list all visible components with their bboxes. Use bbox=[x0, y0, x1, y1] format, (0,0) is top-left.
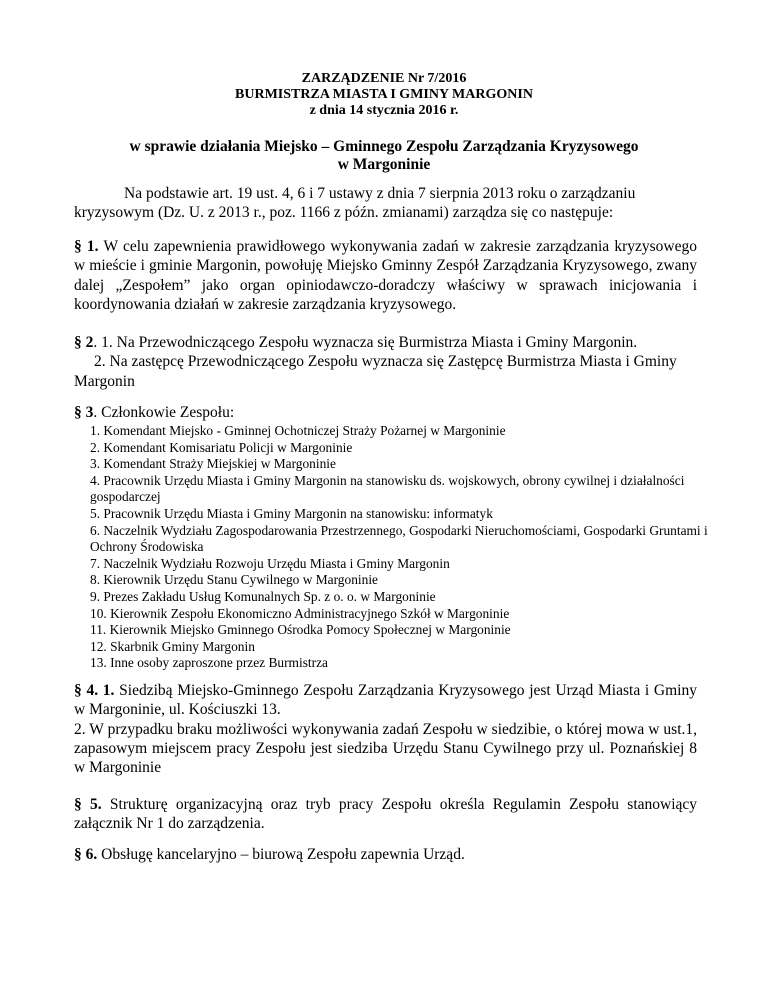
section-5-mark: § 5. bbox=[74, 796, 102, 813]
section-3-title: . Członkowie Zespołu: bbox=[93, 404, 235, 421]
section-4-point-1: Siedzibą Miejsko-Gminnego Zespołu Zarządzania Kryzysowego jest Urząd Miasta i Gminy w Margoninie, ul. Kościuszki 13. bbox=[74, 682, 697, 719]
section-1-mark: § 1. bbox=[74, 238, 99, 255]
title-line-2: BURMISTRZA MIASTA I GMINY MARGONIN bbox=[235, 87, 533, 102]
list-item: 5. Pracownik Urzędu Miasta i Gminy Margonin na stanowisku: informatyk bbox=[90, 505, 493, 521]
list-item: 7. Naczelnik Wydziału Rozwoju Urzędu Miasta i Gminy Margonin bbox=[90, 555, 450, 571]
list-item: 9. Prezes Zakładu Usług Komunalnych Sp. z o. o. w Margoninie bbox=[90, 588, 436, 604]
list-item: 1. Komendant Miejsko - Gminnej Ochotniczej Straży Pożarnej w Margoninie bbox=[90, 423, 506, 438]
section-1-text: W celu zapewnienia prawidłowego wykonywania zadań w zakresie zarządzania kryzysowego w mieście i gminie Margonin, powołuję Miejsko Gminny Zespół Zarządzania Kryzysowego, zwany dalej „Zespołem” jako organ opiniodawczo-doradczy właściwy w sprawach inicjowania i koordynowania działań w zakresie zarządzania kryzysowego. bbox=[74, 238, 697, 313]
list-item: 13. Inne osoby zaproszone przez Burmistrza bbox=[90, 655, 328, 671]
preamble bbox=[74, 184, 697, 223]
section-3-mark: § 3 bbox=[74, 404, 94, 421]
section-1 bbox=[74, 237, 697, 314]
section-2-point-2: 2. Na zastępcę Przewodniczącego Zespołu wyznacza się Zastępcę Burmistrza Miasta i Gminy Margonin bbox=[74, 353, 677, 390]
section-6 bbox=[74, 845, 697, 864]
subject-line-1: w sprawie działania Miejsko – Gminnego Zespołu Zarządzania Kryzysowego bbox=[129, 138, 639, 155]
preamble-line-2: kryzysowym (Dz. U. z 2013 r., poz. 1166 z późn. zmianami) zarządza się co następuje: bbox=[74, 204, 614, 222]
preamble-line-1: Na podstawie art. 19 ust. 4, 6 i 7 ustawy z dnia 7 sierpnia 2013 roku o zarządzaniu bbox=[124, 185, 636, 202]
section-6-text: Obsługę kancelaryjno – biurową Zespołu zapewnia Urząd. bbox=[101, 846, 465, 863]
section-2-mark: § 2 bbox=[74, 334, 94, 351]
section-2 bbox=[74, 333, 697, 391]
list-item: 11. Kierownik Miejsko Gminnego Ośrodka Pomocy Społecznej w Margoninie bbox=[90, 622, 511, 638]
members-list bbox=[90, 423, 710, 672]
section-5-text: Strukturę organizacyjną oraz tryb pracy Zespołu określa Regulamin Zespołu stanowiący załącznik Nr 1 do zarządzenia. bbox=[74, 796, 698, 833]
section-4-point-2: 2. W przypadku braku możliwości wykonywania zadań Zespołu w siedzibie, o której mowa w ust.1, zapasowym miejscem pracy Zespołu jest siedziba Urzędu Stanu Cywilnego przy ul. Poznańskiej 8 w Margoninie bbox=[74, 720, 697, 777]
list-item: 10. Kierownik Zespołu Ekonomiczno Administracyjnego Szkół w Margoninie bbox=[90, 605, 510, 621]
list-item: 6. Naczelnik Wydziału Zagospodarowania Przestrzennego, Gospodarki Nieruchomościami, Gospodarki Gruntami i Ochrony Środowiska bbox=[90, 522, 708, 555]
section-4-mark: § 4. 1. bbox=[74, 682, 115, 699]
title-line-3: z dnia 14 stycznia 2016 r. bbox=[309, 103, 459, 118]
list-item: 4. Pracownik Urzędu Miasta i Gminy Margonin na stanowisku ds. wojskowych, obrony cywilnej i działalności gospodarczej bbox=[90, 472, 685, 505]
list-item: 8. Kierownik Urzędu Stanu Cywilnego w Margoninie bbox=[90, 572, 378, 588]
section-3-heading bbox=[74, 403, 697, 422]
list-item: 2. Komendant Komisariatu Policji w Margoninie bbox=[90, 439, 353, 455]
list-item: 12. Skarbnik Gminy Margonin bbox=[90, 638, 255, 654]
section-2-point-1: . 1. Na Przewodniczącego Zespołu wyznacza się Burmistrza Miasta i Gminy Margonin. bbox=[93, 334, 638, 351]
section-5 bbox=[74, 795, 697, 834]
section-4 bbox=[74, 681, 697, 777]
section-6-mark: § 6. bbox=[74, 846, 98, 863]
subject-line-2: w Margoninie bbox=[337, 156, 431, 173]
list-item: 3. Komendant Straży Miejskiej w Margoninie bbox=[90, 456, 336, 472]
title-line-1: ZARZĄDZENIE Nr 7/2016 bbox=[301, 71, 467, 86]
